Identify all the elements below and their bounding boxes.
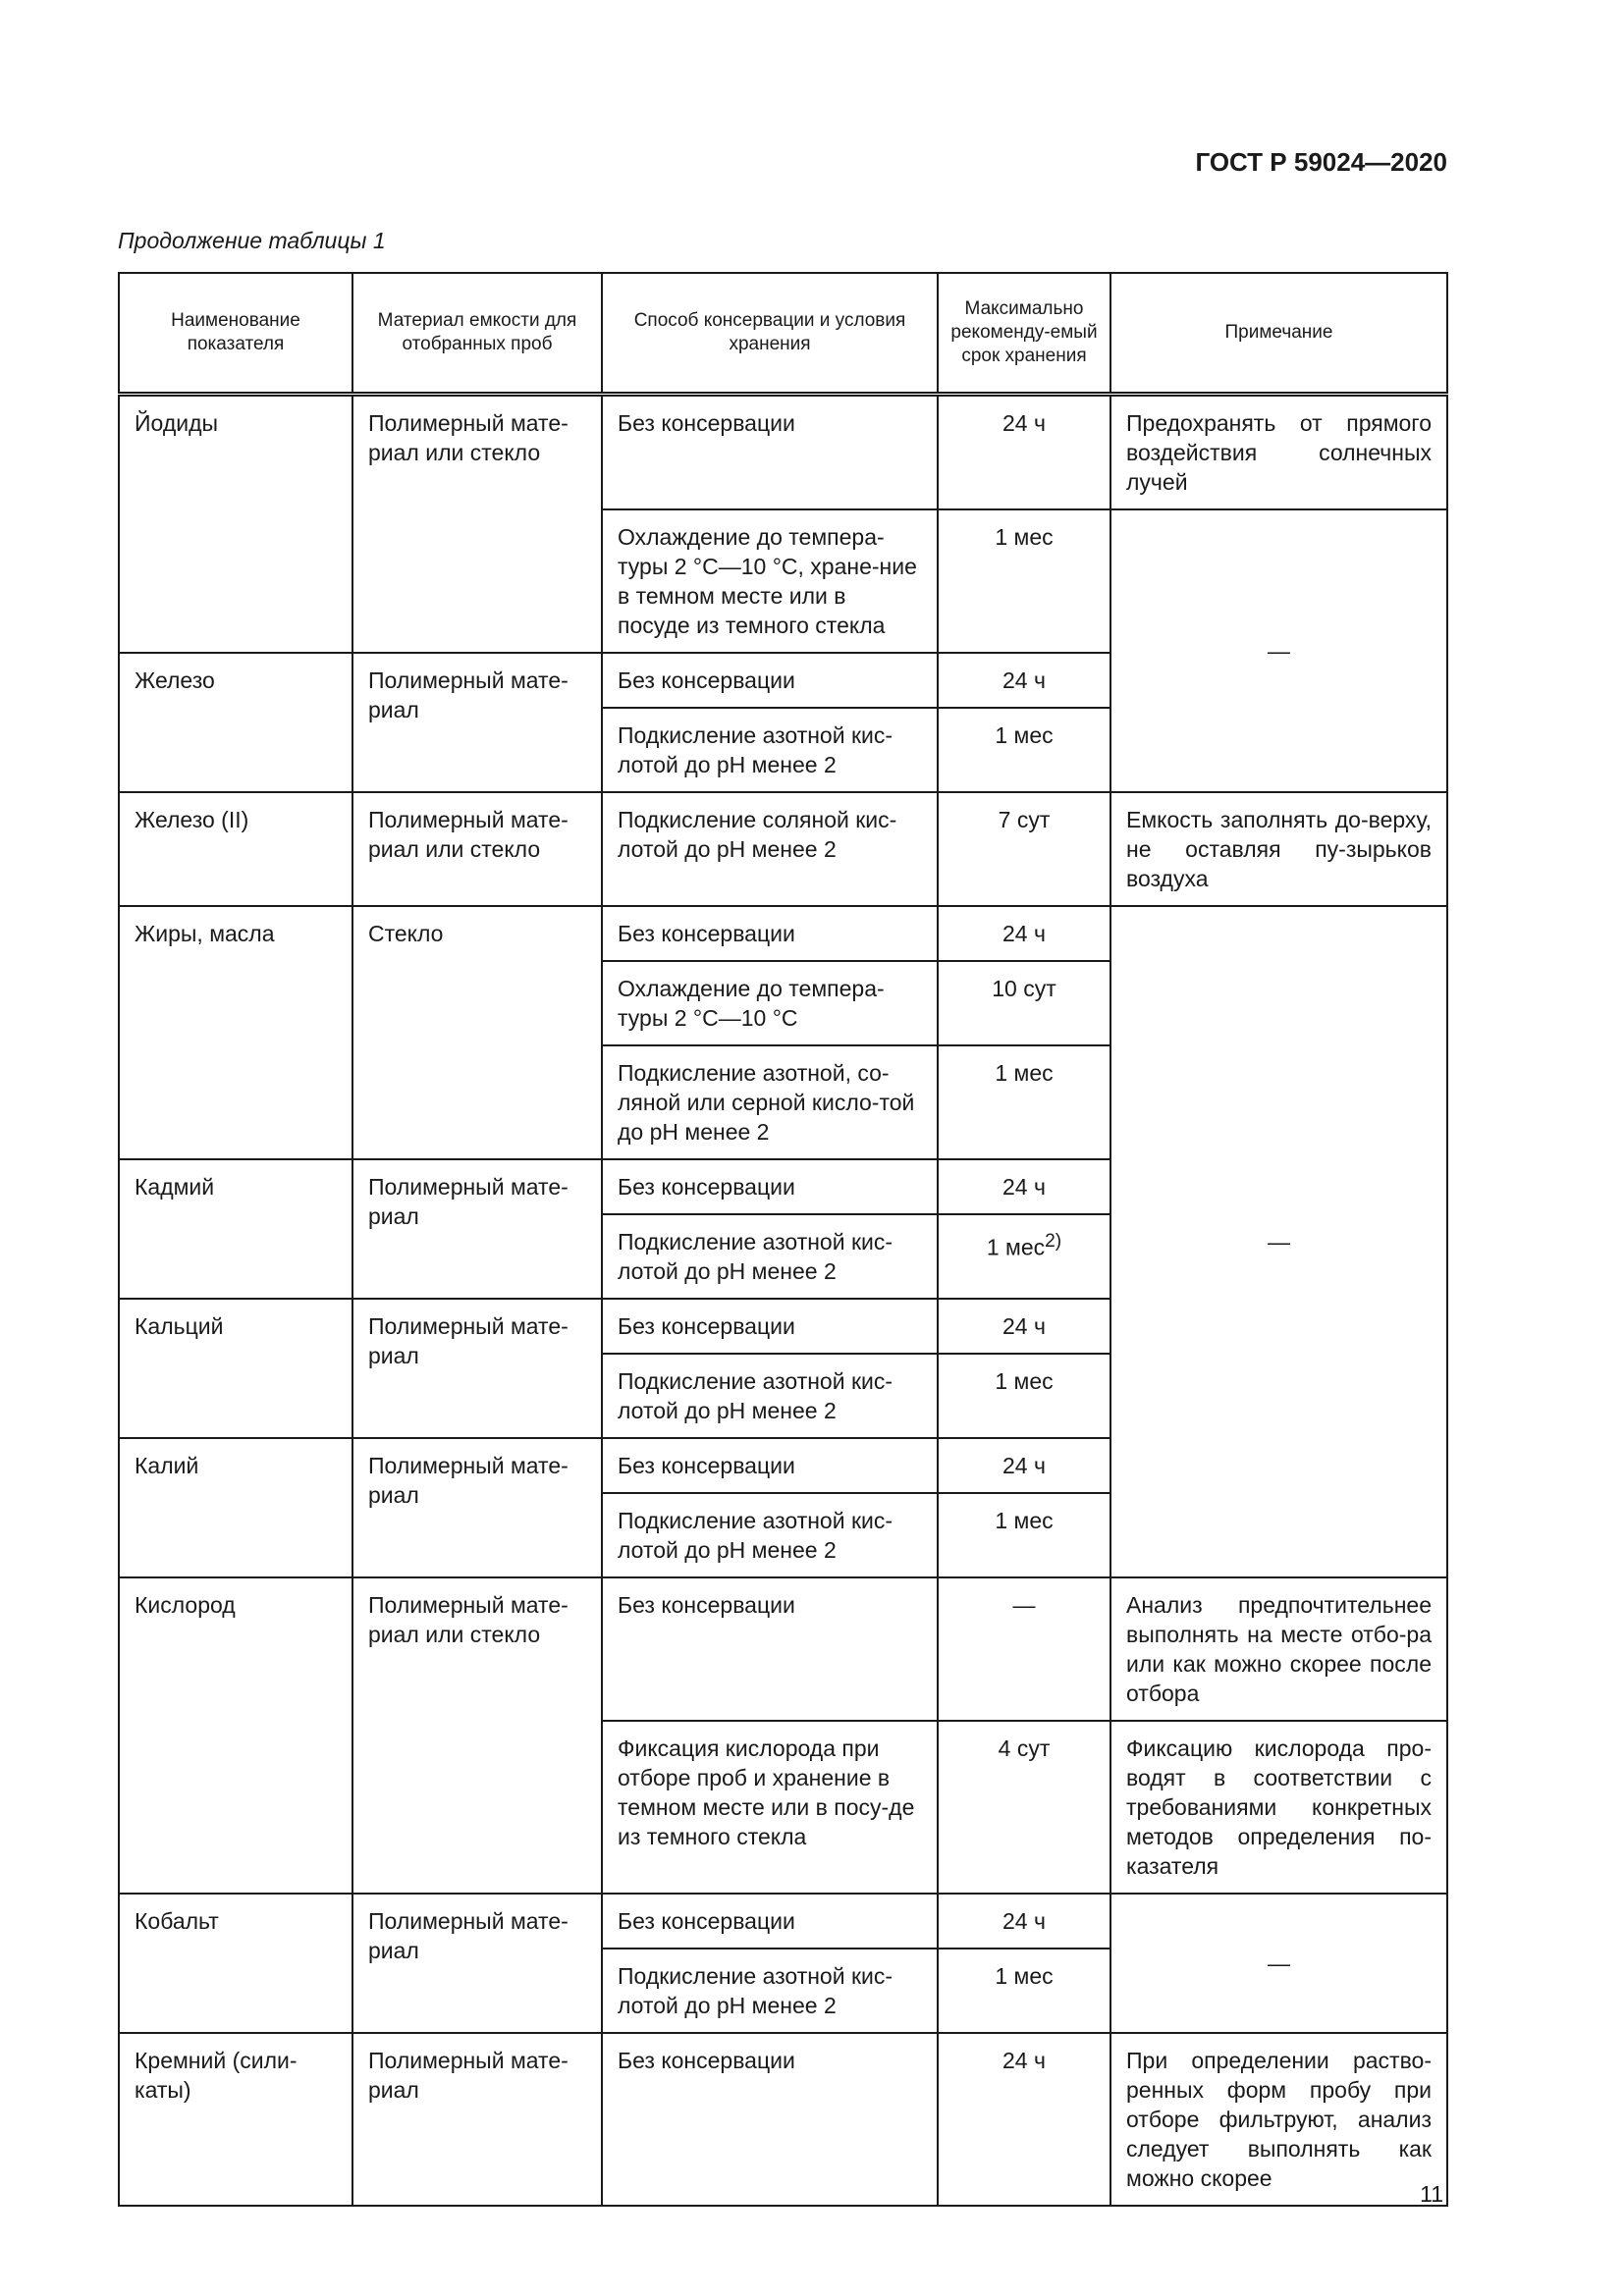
material-cell: Полимерный мате-риал или стекло (352, 792, 602, 906)
term-cell: 1 мес (938, 1354, 1110, 1438)
table-continuation-caption: Продолжение таблицы 1 (118, 228, 386, 253)
footnote-reference: 2) (1045, 1231, 1062, 1252)
column-header-container-material: Материал емкости для отобранных проб (352, 273, 602, 395)
table-row (119, 2033, 1447, 2206)
column-header-preservation-method: Способ консервации и условия хранения (602, 273, 938, 395)
term-cell: 1 мес (938, 509, 1110, 653)
method-cell: Подкисление азотной кис-лотой до pH менее 2 (602, 1949, 938, 2033)
term-cell: 4 сут (938, 1721, 1110, 1894)
table-header-row (119, 273, 1447, 395)
indicator-cell: Йодиды (119, 395, 352, 654)
term-cell: 24 ч (938, 2033, 1110, 2206)
note-cell: При определении раство-ренных форм пробу при отборе фильтруют, анализ следует выполнять как можно скорее (1110, 2033, 1447, 2206)
material-cell: Полимерный мате-риал (352, 1894, 602, 2033)
term-cell: 1 мес (938, 1949, 1110, 2033)
method-cell: Подкисление азотной кис-лотой до pH менее 2 (602, 1354, 938, 1438)
method-cell: Без консервации (602, 395, 938, 510)
table-row (119, 395, 1447, 510)
term-cell: 7 сут (938, 792, 1110, 906)
term-cell (938, 1214, 1110, 1299)
method-cell: Фиксация кислорода при отборе проб и хранение в темном месте или в посу-де из темного стекла (602, 1721, 938, 1894)
indicator-cell: Кальций (119, 1299, 352, 1438)
note-cell: — (1110, 906, 1447, 1577)
method-cell: Без консервации (602, 2033, 938, 2206)
material-cell: Полимерный мате-риал (352, 2033, 602, 2206)
column-header-note: Примечание (1110, 273, 1447, 395)
method-cell: Без консервации (602, 1438, 938, 1493)
column-header-indicator: Наименование показателя (119, 273, 352, 395)
standard-designation: ГОСТ Р 59024—2020 (1195, 147, 1447, 177)
method-cell: Подкисление азотной, со-ляной или серной кисло-той до pH менее 2 (602, 1045, 938, 1159)
indicator-cell: Жиры, масла (119, 906, 352, 1159)
note-cell: Фиксацию кислорода про-водят в соответствии с требованиями конкретных методов определения по-казателя (1110, 1721, 1447, 1894)
note-cell: Анализ предпочтительнее выполнять на месте отбо-ра или как можно скорее после отбора (1110, 1577, 1447, 1721)
indicator-cell: Кадмий (119, 1159, 352, 1299)
term-cell: 24 ч (938, 1438, 1110, 1493)
note-cell: Предохранять от прямого воздействия солнечных лучей (1110, 395, 1447, 510)
table-row (119, 1577, 1447, 1721)
material-cell: Полимерный мате-риал (352, 1159, 602, 1299)
note-cell: — (1110, 1894, 1447, 2033)
storage-conditions-table (118, 272, 1448, 2207)
column-header-max-storage-term: Максимально рекоменду-емый срок хранения (938, 273, 1110, 395)
material-cell: Полимерный мате-риал или стекло (352, 395, 602, 654)
term-cell: 24 ч (938, 906, 1110, 961)
material-cell: Стекло (352, 906, 602, 1159)
indicator-cell: Железо (119, 653, 352, 792)
term-cell: 1 мес (938, 1493, 1110, 1577)
table-row (119, 1894, 1447, 1949)
term-cell: 24 ч (938, 653, 1110, 708)
method-cell: Подкисление азотной кис-лотой до pH менее 2 (602, 1214, 938, 1299)
material-cell: Полимерный мате-риал (352, 1438, 602, 1577)
term-cell: 24 ч (938, 1159, 1110, 1214)
table-row (119, 906, 1447, 961)
indicator-cell: Кремний (сили-каты) (119, 2033, 352, 2206)
method-cell: Без консервации (602, 1894, 938, 1949)
method-cell: Подкисление азотной кис-лотой до pH менее 2 (602, 708, 938, 792)
term-cell: 24 ч (938, 1894, 1110, 1949)
term-cell: 1 мес (938, 708, 1110, 792)
method-cell: Без консервации (602, 1159, 938, 1214)
page-number: 11 (1420, 2181, 1443, 2207)
term-cell: 24 ч (938, 395, 1110, 510)
method-cell: Подкисление азотной кис-лотой до pH менее 2 (602, 1493, 938, 1577)
indicator-cell: Кислород (119, 1577, 352, 1894)
term-cell: 24 ч (938, 1299, 1110, 1354)
term-value: 1 мес (986, 1234, 1046, 1260)
method-cell: Без консервации (602, 1577, 938, 1721)
method-cell: Без консервации (602, 906, 938, 961)
indicator-cell: Кобальт (119, 1894, 352, 2033)
method-cell: Без консервации (602, 653, 938, 708)
indicator-cell: Калий (119, 1438, 352, 1577)
term-cell: 1 мес (938, 1045, 1110, 1159)
method-cell: Охлаждение до темпера-туры 2 °С—10 °С (602, 961, 938, 1045)
method-cell: Подкисление соляной кис-лотой до pH менее 2 (602, 792, 938, 906)
material-cell: Полимерный мате-риал (352, 1299, 602, 1438)
method-cell: Без консервации (602, 1299, 938, 1354)
note-cell: — (1110, 509, 1447, 792)
note-cell: Емкость заполнять до-верху, не оставляя пу-зырьков воздуха (1110, 792, 1447, 906)
material-cell: Полимерный мате-риал или стекло (352, 1577, 602, 1894)
term-cell: 10 сут (938, 961, 1110, 1045)
material-cell: Полимерный мате-риал (352, 653, 602, 792)
indicator-cell: Железо (II) (119, 792, 352, 906)
table-row (119, 792, 1447, 906)
method-cell: Охлаждение до темпера-туры 2 °С—10 °С, хране-ние в темном месте или в посуде из темного стекла (602, 509, 938, 653)
term-cell: — (938, 1577, 1110, 1721)
